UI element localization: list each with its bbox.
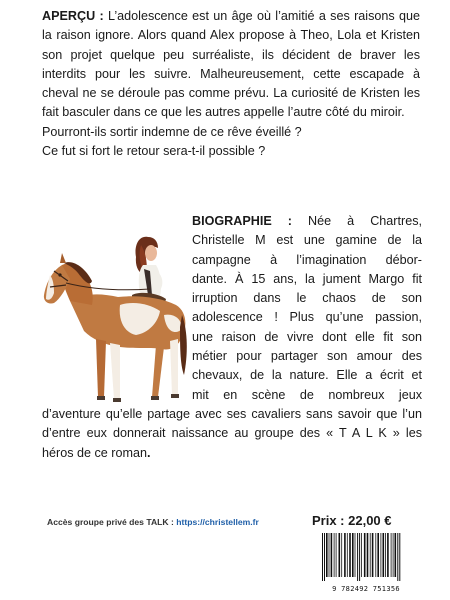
barcode-bar [339, 533, 341, 577]
biographie-section-top [192, 212, 422, 405]
barcode-bar [322, 533, 323, 581]
biographie-line-1-text: Née à Chartres, [308, 214, 422, 228]
barcode-bar [347, 533, 348, 577]
biographie-line-7: une raison de vivre dont elle fit son [192, 329, 422, 344]
barcode-bar [361, 533, 362, 577]
barcode-bar [385, 533, 386, 577]
barcode-bar [326, 533, 328, 577]
biographie-line-9: chevaux, de la nature. Elle a écrit et [192, 368, 422, 383]
barcode-bar [372, 533, 374, 577]
barcode-bar [391, 533, 392, 577]
biographie-line-10: mit en scène de nombreux jeux [192, 387, 422, 402]
barcode-bar [375, 533, 376, 577]
barcode-bar [355, 533, 356, 577]
barcode-bar [383, 533, 385, 577]
barcode-bar [334, 533, 335, 577]
biographie-line-4: dante. À 15 ans, la jument Margo fit [192, 271, 422, 286]
biographie-section-bottom [42, 405, 422, 463]
barcode-bars [318, 531, 414, 583]
barcode-bar [399, 533, 400, 581]
barcode-bar [387, 533, 389, 577]
barcode-bar [377, 533, 379, 577]
barcode-bar [349, 533, 351, 577]
apercu-section [42, 7, 420, 161]
apercu-label: APERÇU : [42, 9, 104, 23]
apercu-question-1: Pourront-ils sortir indemne de ce rêve éveillé ? [42, 124, 302, 139]
biographie-last-line-start: héros de ce roman [42, 445, 148, 460]
barcode-bar [359, 533, 360, 581]
horse-rider-image [40, 215, 190, 405]
biographie-line-3: campagne à l’imagination débor- [192, 252, 422, 267]
barcode-bar [397, 533, 398, 581]
barcode-bar [352, 533, 354, 577]
website-link[interactable]: https://christellem.fr [176, 517, 259, 527]
biographie-last-line-end: . [147, 445, 151, 460]
price-label: Prix : 22,00 € [312, 513, 392, 528]
barcode-bar [341, 533, 342, 577]
barcode-bar [344, 533, 346, 577]
barcode-bar [381, 533, 382, 577]
barcode-bar [329, 533, 330, 577]
biographie-line-6: adolescence ! Plus qu’une passion, [192, 310, 422, 325]
isbn-number: 9 782492 751356 [332, 585, 400, 593]
barcode-bar [357, 533, 358, 581]
biographie-line-5: irruption dans le chaos de son [192, 291, 422, 306]
biographie-line-1 [192, 212, 422, 231]
biographie-line-13 [42, 444, 422, 463]
barcode-bar [364, 533, 366, 577]
barcode-bar [331, 533, 333, 577]
private-group-access [47, 517, 259, 527]
barcode-bar [393, 533, 394, 577]
biographie-label: BIOGRAPHIE : [192, 214, 292, 228]
biographie-line-11: d’aventure qu’elle partage avec ses cavaliers sans savoir que l’un [42, 407, 422, 421]
author-on-horse-illustration [40, 215, 190, 405]
apercu-paragraph [42, 7, 420, 123]
biographie-line-2: Christelle M est une gamine de la [192, 233, 422, 248]
barcode-bar [324, 533, 325, 581]
apercu-question-2: Ce fut si fort le retour sera-t-il possible ? [42, 144, 266, 159]
biographie-line-8: métier pour partager son amour des [192, 349, 422, 364]
apercu-text: L’adolescence est un âge où l’amitié a ses raisons que la raison ignore. Alors quand Alex propose à Theo, Lola et Kristen son projet quelque peu surréaliste, ils décident de braver les interdits pour les suivre. Malheureusement, cette escapade à cheval ne se déroule pas comme prévu. La curiosité de Kristen les fait basculer dans ce que les autres appelle l’autre côté du miroir. [42, 9, 421, 120]
isbn-barcode [318, 531, 414, 593]
barcode-bar [336, 533, 337, 577]
barcode-bar [367, 533, 369, 577]
barcode-bar [395, 533, 397, 577]
barcode-bar [370, 533, 371, 577]
biographie-line-12: d’entre eux donnerait naissance au groupe des « T A L K » les [42, 426, 422, 441]
access-label: Accès groupe privé des TALK : [47, 517, 177, 527]
